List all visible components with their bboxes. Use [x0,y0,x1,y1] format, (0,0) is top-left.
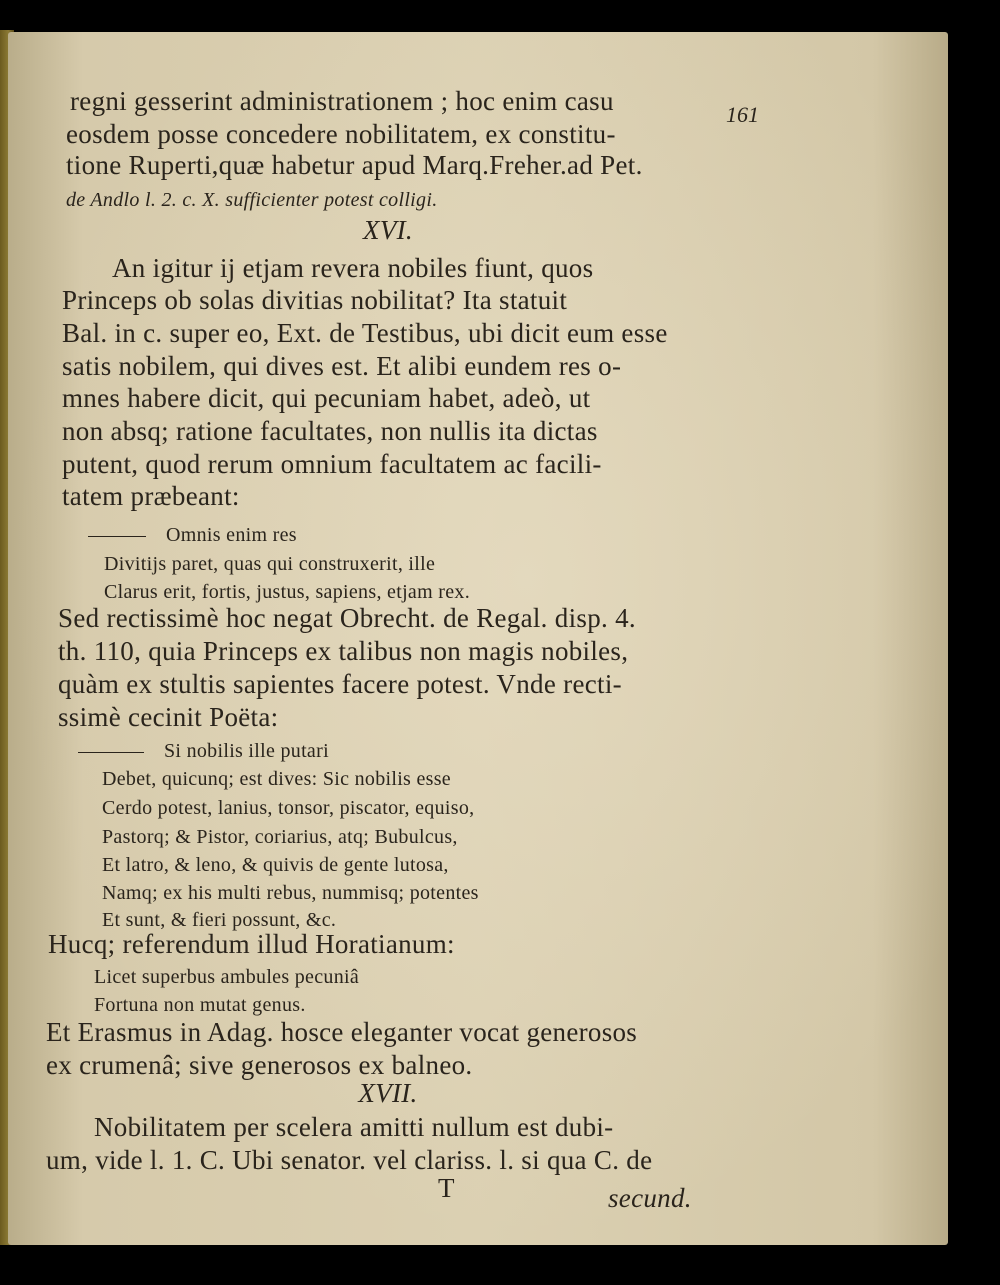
dash-rule [88,536,146,537]
text-line: Princeps ob solas divitias nobilitat? Ita statuit [62,285,568,315]
verse-line: Namq; ex his multi rebus, nummisq; potentes [102,882,479,904]
text-line: Et Erasmus in Adag. hosce eleganter vocat generosos [46,1017,638,1047]
page-number: 161 [726,102,759,127]
verse-line: Pastorq; & Pistor, coriarius, atq; Bubulcus, [102,826,458,848]
verse-line: Debet, quicunq; est dives: Sic nobilis esse [102,768,451,790]
verse-line: Cerdo potest, lanius, tonsor, piscator, equiso, [102,797,475,819]
text-line: tione Ruperti,quæ habetur apud Marq.Freher.ad Pet. [66,150,643,180]
text-line: mnes habere dicit, qui pecuniam habet, adeò, ut [62,383,591,413]
text-line: ssimè cecinit Poëta: [58,702,279,732]
verse-line: Omnis enim res [88,519,297,551]
verse-line: Clarus erit, fortis, justus, sapiens, etjam rex. [104,581,471,603]
text-line: th. 110, quia Princeps ex talibus non magis nobiles, [58,636,629,666]
text-line: non absq; ratione facultates, non nullis ita dictas [62,416,598,446]
verse-line: Licet superbus ambules pecuniâ [94,966,360,988]
text-line: quàm ex stultis sapientes facere potest. Vnde recti- [58,669,622,699]
text-line: um, vide l. 1. C. Ubi senator. vel clariss. l. si qua C. de [46,1145,653,1175]
text-line: Hucq; referendum illud Horatianum: [48,929,455,959]
text-line: Sed rectissimè hoc negat Obrecht. de Regal. disp. 4. [58,603,636,633]
text-line: An igitur ij etjam revera nobiles fiunt, quos [112,253,594,283]
verse-line: Et latro, & leno, & quivis de gente lutosa, [102,854,449,876]
dash-rule [78,752,144,753]
text-line: Bal. in c. super eo, Ext. de Testibus, ubi dicit eum esse [62,318,668,348]
verse-line: Et sunt, & fieri possunt, &c. [102,909,337,931]
text-line: eosdem posse concedere nobilitatem, ex constitu- [66,119,616,149]
text-line: de Andlo l. 2. c. X. sufficienter potest colligi. [66,189,438,211]
section-heading: XVII. [358,1078,418,1108]
text-line: ex crumenâ; sive generosos ex balneo. [46,1050,473,1080]
section-heading: XVI. [363,215,413,245]
text-line: tatem præbeant: [62,481,240,511]
verse-line: Si nobilis ille putari [78,735,329,767]
verse-line: Divitijs paret, quas qui construxerit, ille [104,553,436,575]
book-page [8,32,948,1245]
signature-mark: T [438,1173,455,1203]
text-line: regni gesserint administrationem ; hoc enim casu [70,86,614,116]
text-line: satis nobilem, qui dives est. Et alibi eundem res o- [62,351,622,381]
page-text-block [8,32,948,1245]
text-line: Nobilitatem per scelera amitti nullum est dubi- [94,1112,614,1142]
verse-line: Fortuna non mutat genus. [94,994,306,1016]
catchword: secund. [608,1183,692,1213]
text-line: putent, quod rerum omnium facultatem ac facili- [62,449,602,479]
